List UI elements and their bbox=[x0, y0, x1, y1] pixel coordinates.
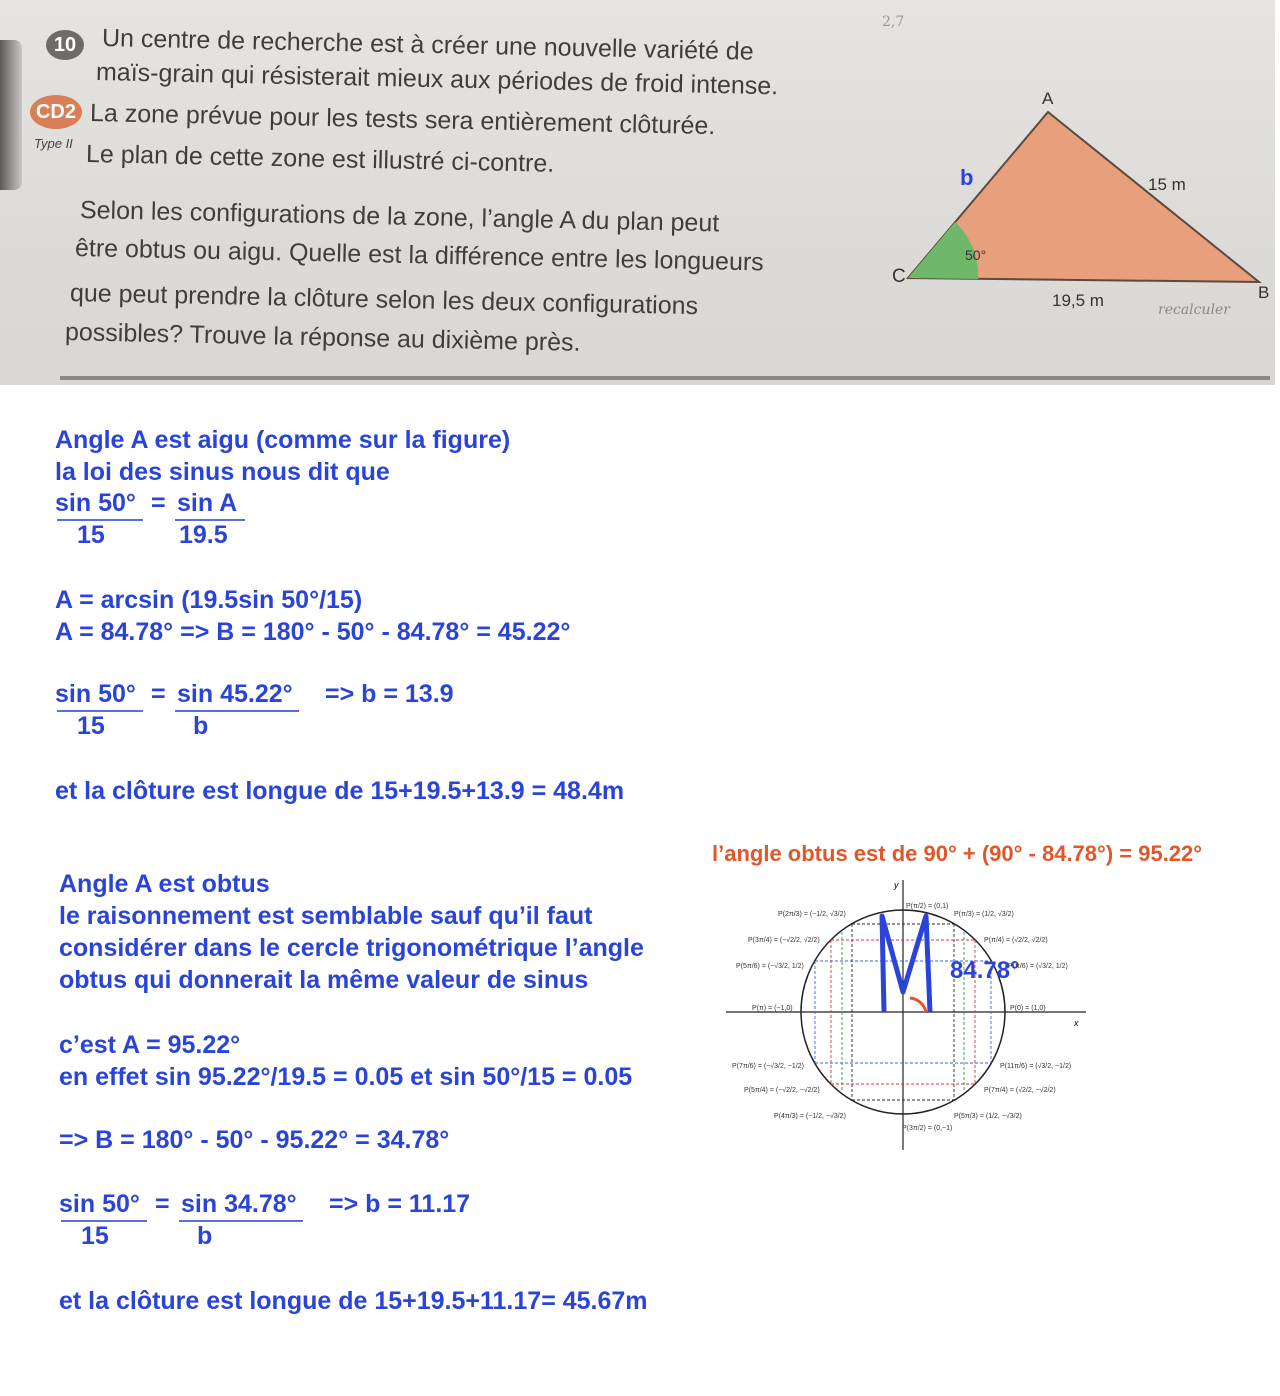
frac2-denominator-right: b bbox=[193, 712, 209, 740]
problem-line-2: maïs-grain qui résisterait mieux aux périodes de froid intense. bbox=[95, 58, 779, 101]
frac3-numerator-left: sin 50° bbox=[59, 1190, 140, 1218]
frac1-denominator-left: 15 bbox=[77, 521, 105, 549]
recalculer-annotation: recalculer bbox=[1158, 302, 1230, 318]
x-axis-label: x bbox=[1074, 1018, 1079, 1028]
label-p-pi-2: P(π/2) = (0,1) bbox=[906, 903, 949, 910]
vertex-b-label: B bbox=[1258, 283, 1270, 302]
acute-case-title: Angle A est aigu (comme sur la figure) bbox=[55, 426, 511, 454]
page-edge bbox=[0, 40, 22, 190]
label-p-pi-3: P(π/3) = (1/2, √3/2) bbox=[954, 911, 1014, 918]
problem-line-8: possibles? Trouve la réponse au dixième près. bbox=[64, 318, 581, 357]
frac3-equals: = bbox=[155, 1190, 170, 1218]
obtuse-reasoning-line-3: obtus qui donnerait la même valeur de sinus bbox=[59, 966, 589, 994]
obtuse-reasoning-line-2: considérer dans le cercle trigonométrique l’angle bbox=[59, 934, 644, 962]
obtuse-sine-check: en effet sin 95.22°/19.5 = 0.05 et sin 50°/15 = 0.05 bbox=[59, 1063, 633, 1091]
label-p-2pi-3: P(2π/3) = (−1/2, √3/2) bbox=[778, 911, 846, 918]
frac3-numerator-right: sin 34.78° bbox=[181, 1190, 297, 1218]
frac2-numerator-right: sin 45.22° bbox=[177, 680, 293, 708]
frac3-denominator-left: 15 bbox=[81, 1222, 109, 1250]
label-p-5pi-3: P(5π/3) = (1/2, −√3/2) bbox=[954, 1113, 1022, 1120]
problem-line-1: Un centre de recherche est à créer une nouvelle variété de bbox=[101, 24, 754, 66]
obtuse-fence-length: et la clôture est longue de 15+19.5+11.17= 45.67m bbox=[59, 1287, 648, 1315]
frac3-denominator-right: b bbox=[197, 1222, 213, 1250]
angle-a-acute-value: A = 84.78° => B = 180° - 50° - 84.78° = 45.22° bbox=[55, 618, 571, 646]
y-axis-label: y bbox=[894, 880, 899, 890]
law-of-sines-intro: la loi des sinus nous dit que bbox=[55, 458, 390, 486]
side-b-label: b bbox=[960, 165, 974, 190]
label-p-5pi-6: P(5π/6) = (−√3/2, 1/2) bbox=[736, 963, 804, 970]
side-cb-label: 19,5 m bbox=[1052, 291, 1104, 310]
hand-drawn-angle-marks bbox=[882, 916, 930, 1012]
arcsin-line: A = arcsin (19.5sin 50°/15) bbox=[55, 586, 363, 614]
label-p-0: P(0) = (1,0) bbox=[1010, 1005, 1046, 1012]
frac1-denominator-right: 19.5 bbox=[179, 521, 228, 549]
type-tag-label: Type bbox=[34, 136, 62, 151]
angle-arc bbox=[910, 998, 926, 1012]
label-p-5pi-4: P(5π/4) = (−√2/2, −√2/2) bbox=[744, 1087, 820, 1094]
frac2-denominator-left: 15 bbox=[77, 712, 105, 740]
textbook-photo bbox=[0, 0, 1275, 385]
section-divider bbox=[60, 376, 1270, 380]
problem-line-4: Le plan de cette zone est illustré ci-contre. bbox=[85, 140, 555, 178]
frac2-result: => b = 13.9 bbox=[325, 680, 454, 708]
label-p-3pi-2: P(3π/2) = (0,−1) bbox=[902, 1125, 953, 1132]
label-p-11pi-6: P(11π/6) = (√3/2, −1/2) bbox=[1000, 1063, 1072, 1070]
angle-b-obtuse-value: => B = 180° - 50° - 95.22° = 34.78° bbox=[59, 1126, 450, 1154]
label-p-7pi-6: P(7π/6) = (−√3/2, −1/2) bbox=[732, 1063, 804, 1070]
triangle-figure bbox=[870, 70, 1275, 330]
corner-handwritten-mark: 2,7 bbox=[882, 14, 905, 30]
acute-fence-length: et la clôture est longue de 15+19.5+13.9 = 48.4m bbox=[55, 777, 625, 805]
vertex-c-label: C bbox=[892, 266, 906, 287]
label-p-pi-6: P(π/6) = (√3/2, 1/2) bbox=[1008, 963, 1068, 970]
problem-line-7: que peut prendre la clôture selon les deux configurations bbox=[69, 279, 699, 321]
type-tag-roman: II bbox=[65, 136, 73, 151]
point-labels bbox=[732, 903, 1071, 1132]
label-p-pi: P(π) = (−1,0) bbox=[752, 1005, 793, 1012]
label-p-3pi-4: P(3π/4) = (−√2/2, √2/2) bbox=[748, 937, 820, 944]
obtuse-reasoning-line-1: le raisonnement est semblable sauf qu’il faut bbox=[59, 902, 593, 930]
type-tag bbox=[34, 136, 73, 151]
label-p-4pi-3: P(4π/3) = (−1/2, −√3/2) bbox=[774, 1113, 846, 1120]
problem-line-3: La zone prévue pour les tests sera entièrement clôturée. bbox=[89, 99, 716, 141]
exercise-number-badge: 10 bbox=[46, 30, 84, 60]
side-ab-label: 15 m bbox=[1148, 175, 1186, 194]
frac1-equals: = bbox=[151, 489, 166, 517]
frac1-numerator-left: sin 50° bbox=[55, 489, 136, 517]
frac3-result: => b = 11.17 bbox=[329, 1190, 471, 1218]
vertex-a-label: A bbox=[1042, 89, 1054, 108]
angle-value-label: 84.78° bbox=[950, 957, 1020, 984]
frac2-equals: = bbox=[151, 680, 166, 708]
problem-line-5: Selon les configurations de la zone, l’angle A du plan peut bbox=[79, 196, 720, 238]
obtuse-angle-value: c’est A = 95.22° bbox=[59, 1031, 241, 1059]
cd2-badge: CD2 bbox=[30, 95, 82, 129]
angle-c-label: 50° bbox=[965, 247, 987, 263]
label-p-pi-4: P(π/4) = (√2/2, √2/2) bbox=[984, 937, 1048, 944]
frac1-numerator-right: sin A bbox=[177, 489, 238, 517]
unit-circle-figure bbox=[722, 872, 1092, 1154]
problem-line-6: être obtus ou aigu. Quelle est la différence entre les longueurs bbox=[74, 234, 765, 277]
label-p-7pi-4: P(7π/4) = (√2/2, −√2/2) bbox=[984, 1087, 1056, 1094]
obtuse-angle-note: l’angle obtus est de 90° + (90° - 84.78°) = 95.22° bbox=[712, 841, 1203, 866]
frac2-numerator-left: sin 50° bbox=[55, 680, 136, 708]
obtuse-case-title: Angle A est obtus bbox=[59, 870, 270, 898]
